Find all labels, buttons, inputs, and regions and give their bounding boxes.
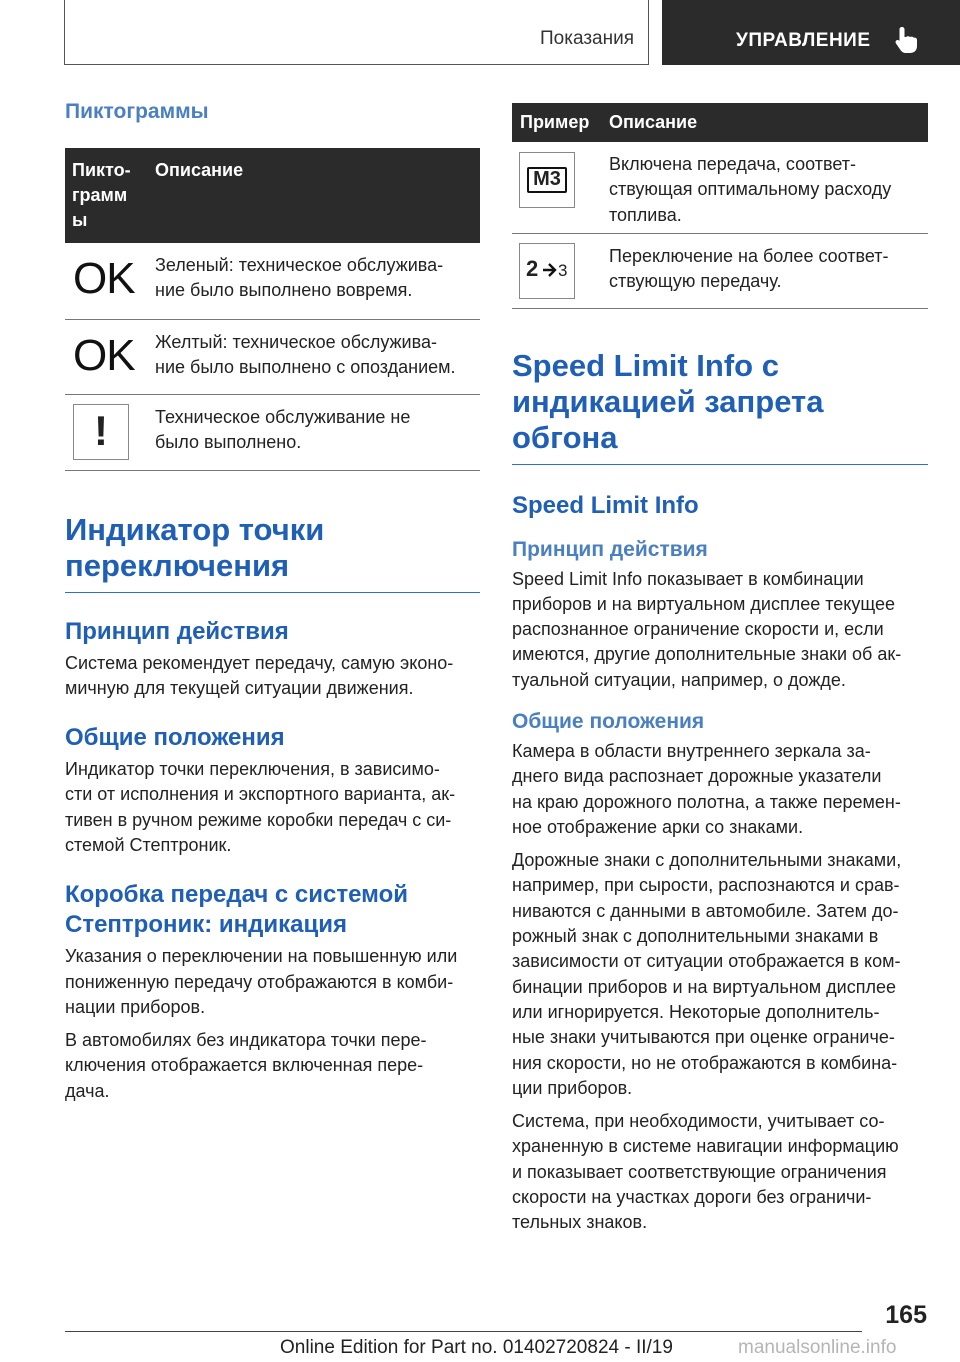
general-text-3: Система, при необходимости, учитывает со- храненную в системе навигации информацию и показывает соответствующие ограничения скорости на участках дороги без ограничи- тельных знаков.	[512, 1111, 899, 1233]
header-section-title: Показания	[540, 28, 634, 49]
table-cell-description: Техническое обслуживание не было выполнено.	[149, 394, 480, 470]
table-header-description: Описание	[149, 148, 480, 243]
examples-table	[512, 103, 928, 309]
general-title: Общие положения	[65, 724, 285, 752]
speed-limit-info-subtitle: Speed Limit Info	[512, 491, 699, 519]
table-row	[65, 319, 480, 394]
gear-m3-icon: M3	[519, 152, 575, 208]
table-header-pictogram: Пикто- грамм ы	[65, 148, 149, 243]
table-cell-icon	[512, 233, 603, 308]
general-text: Индикатор точки переключения, в зависимо- сти от исполнения и экспортного варианта, ак- тивен в ручном режиме коробки передач с си- стемой Стептроник.	[65, 759, 456, 855]
principle-title: Принцип действия	[65, 617, 289, 645]
speed-limit-info-title: Speed Limit Info с индикацией запрета обгона	[512, 348, 928, 465]
header-chapter-tab	[662, 0, 960, 65]
table-header-row	[65, 148, 480, 243]
principle-text: Speed Limit Info показывает в комбинации приборов и на виртуальном дисплее текущее распознанное ограничение скорости и, если имеются, другие дополнительные знаки об ак- туальной ситуации, например, о дожде.	[512, 568, 902, 690]
table-row	[512, 233, 928, 308]
shift-indicator-title: Индикатор точки переключения	[65, 512, 480, 593]
principle-title: Принцип действия	[512, 537, 708, 561]
principle-text: Система рекомендует передачу, самую эконо- мичную для текущей ситуации движения.	[65, 652, 454, 698]
left-column	[65, 100, 480, 1104]
footer-divider	[65, 1331, 862, 1332]
table-cell-icon	[65, 394, 149, 470]
table-row	[65, 243, 480, 319]
table-cell-icon	[512, 142, 603, 233]
steptronic-text-2: В автомобилях без индикатора точки пере- ключения отображается включенная пере- дача.	[65, 1030, 427, 1101]
ok-green-icon: OK	[73, 254, 135, 303]
steptronic-text-1: Указания о переключении на повышенную или пониженную передачу отображаются в комби- нации приборов.	[65, 946, 458, 1017]
table-cell-icon	[65, 243, 149, 319]
pointing-hand-icon	[894, 26, 920, 54]
table-cell-description: Желтый: техническое обслужива- ние было выполнено с опозданием.	[149, 319, 480, 394]
table-header-description: Описание	[603, 103, 928, 142]
right-column	[512, 103, 928, 1236]
general-text-1: Камера в области внутреннего зеркала за- днего вида распознает дорожные указатели на краю дорожного полотна, а также перемен- ное отображение арки со знаками.	[512, 740, 901, 837]
footer-edition: Online Edition for Part no. 01402720824 - II/19	[280, 1337, 673, 1358]
page-number: 165	[885, 1301, 927, 1329]
pictograms-table	[65, 148, 480, 471]
table-cell-description: Включена передача, соответ- ствующая оптимальному расходу топлива.	[603, 142, 928, 233]
table-cell-description: Зеленый: техническое обслужива- ние было выполнено вовремя.	[149, 243, 480, 319]
general-title: Общие положения	[512, 709, 705, 733]
steptronic-title: Коробка передач с системой Стептроник: индикация	[65, 881, 409, 939]
table-cell-icon	[65, 319, 149, 394]
table-cell-description: Переключение на более соответ- ствующую передачу.	[603, 233, 928, 308]
gear-upshift-icon: 2 3	[519, 243, 575, 299]
table-row	[512, 142, 928, 233]
table-row	[65, 394, 480, 470]
pictograms-title: Пиктограммы	[65, 100, 209, 123]
warning-exclamation-icon: !	[73, 404, 129, 460]
ok-yellow-icon: OK	[73, 330, 135, 380]
footer-watermark: manualsonline.info	[738, 1337, 897, 1358]
shift-arrow-icon	[541, 261, 557, 279]
general-text-2: Дорожные знаки с дополнительными знаками, например, при сырости, распознаются и срав- ниваются с данными в автомобиле. Затем до- рожный знак с дополнительными знаками в зависимости от ситуации отображается в ком- бинации приборов и на виртуальном дисплее или игнорируется. Некоторые дополнитель- ные знаки учитываются при оценке ограниче- ния скорости, но не отображаются в комбина- ции приборов.	[512, 850, 902, 1098]
table-header-row	[512, 103, 928, 142]
table-header-example: Пример	[512, 103, 603, 142]
header-chapter-label: УПРАВЛЕНИЕ	[736, 30, 871, 51]
